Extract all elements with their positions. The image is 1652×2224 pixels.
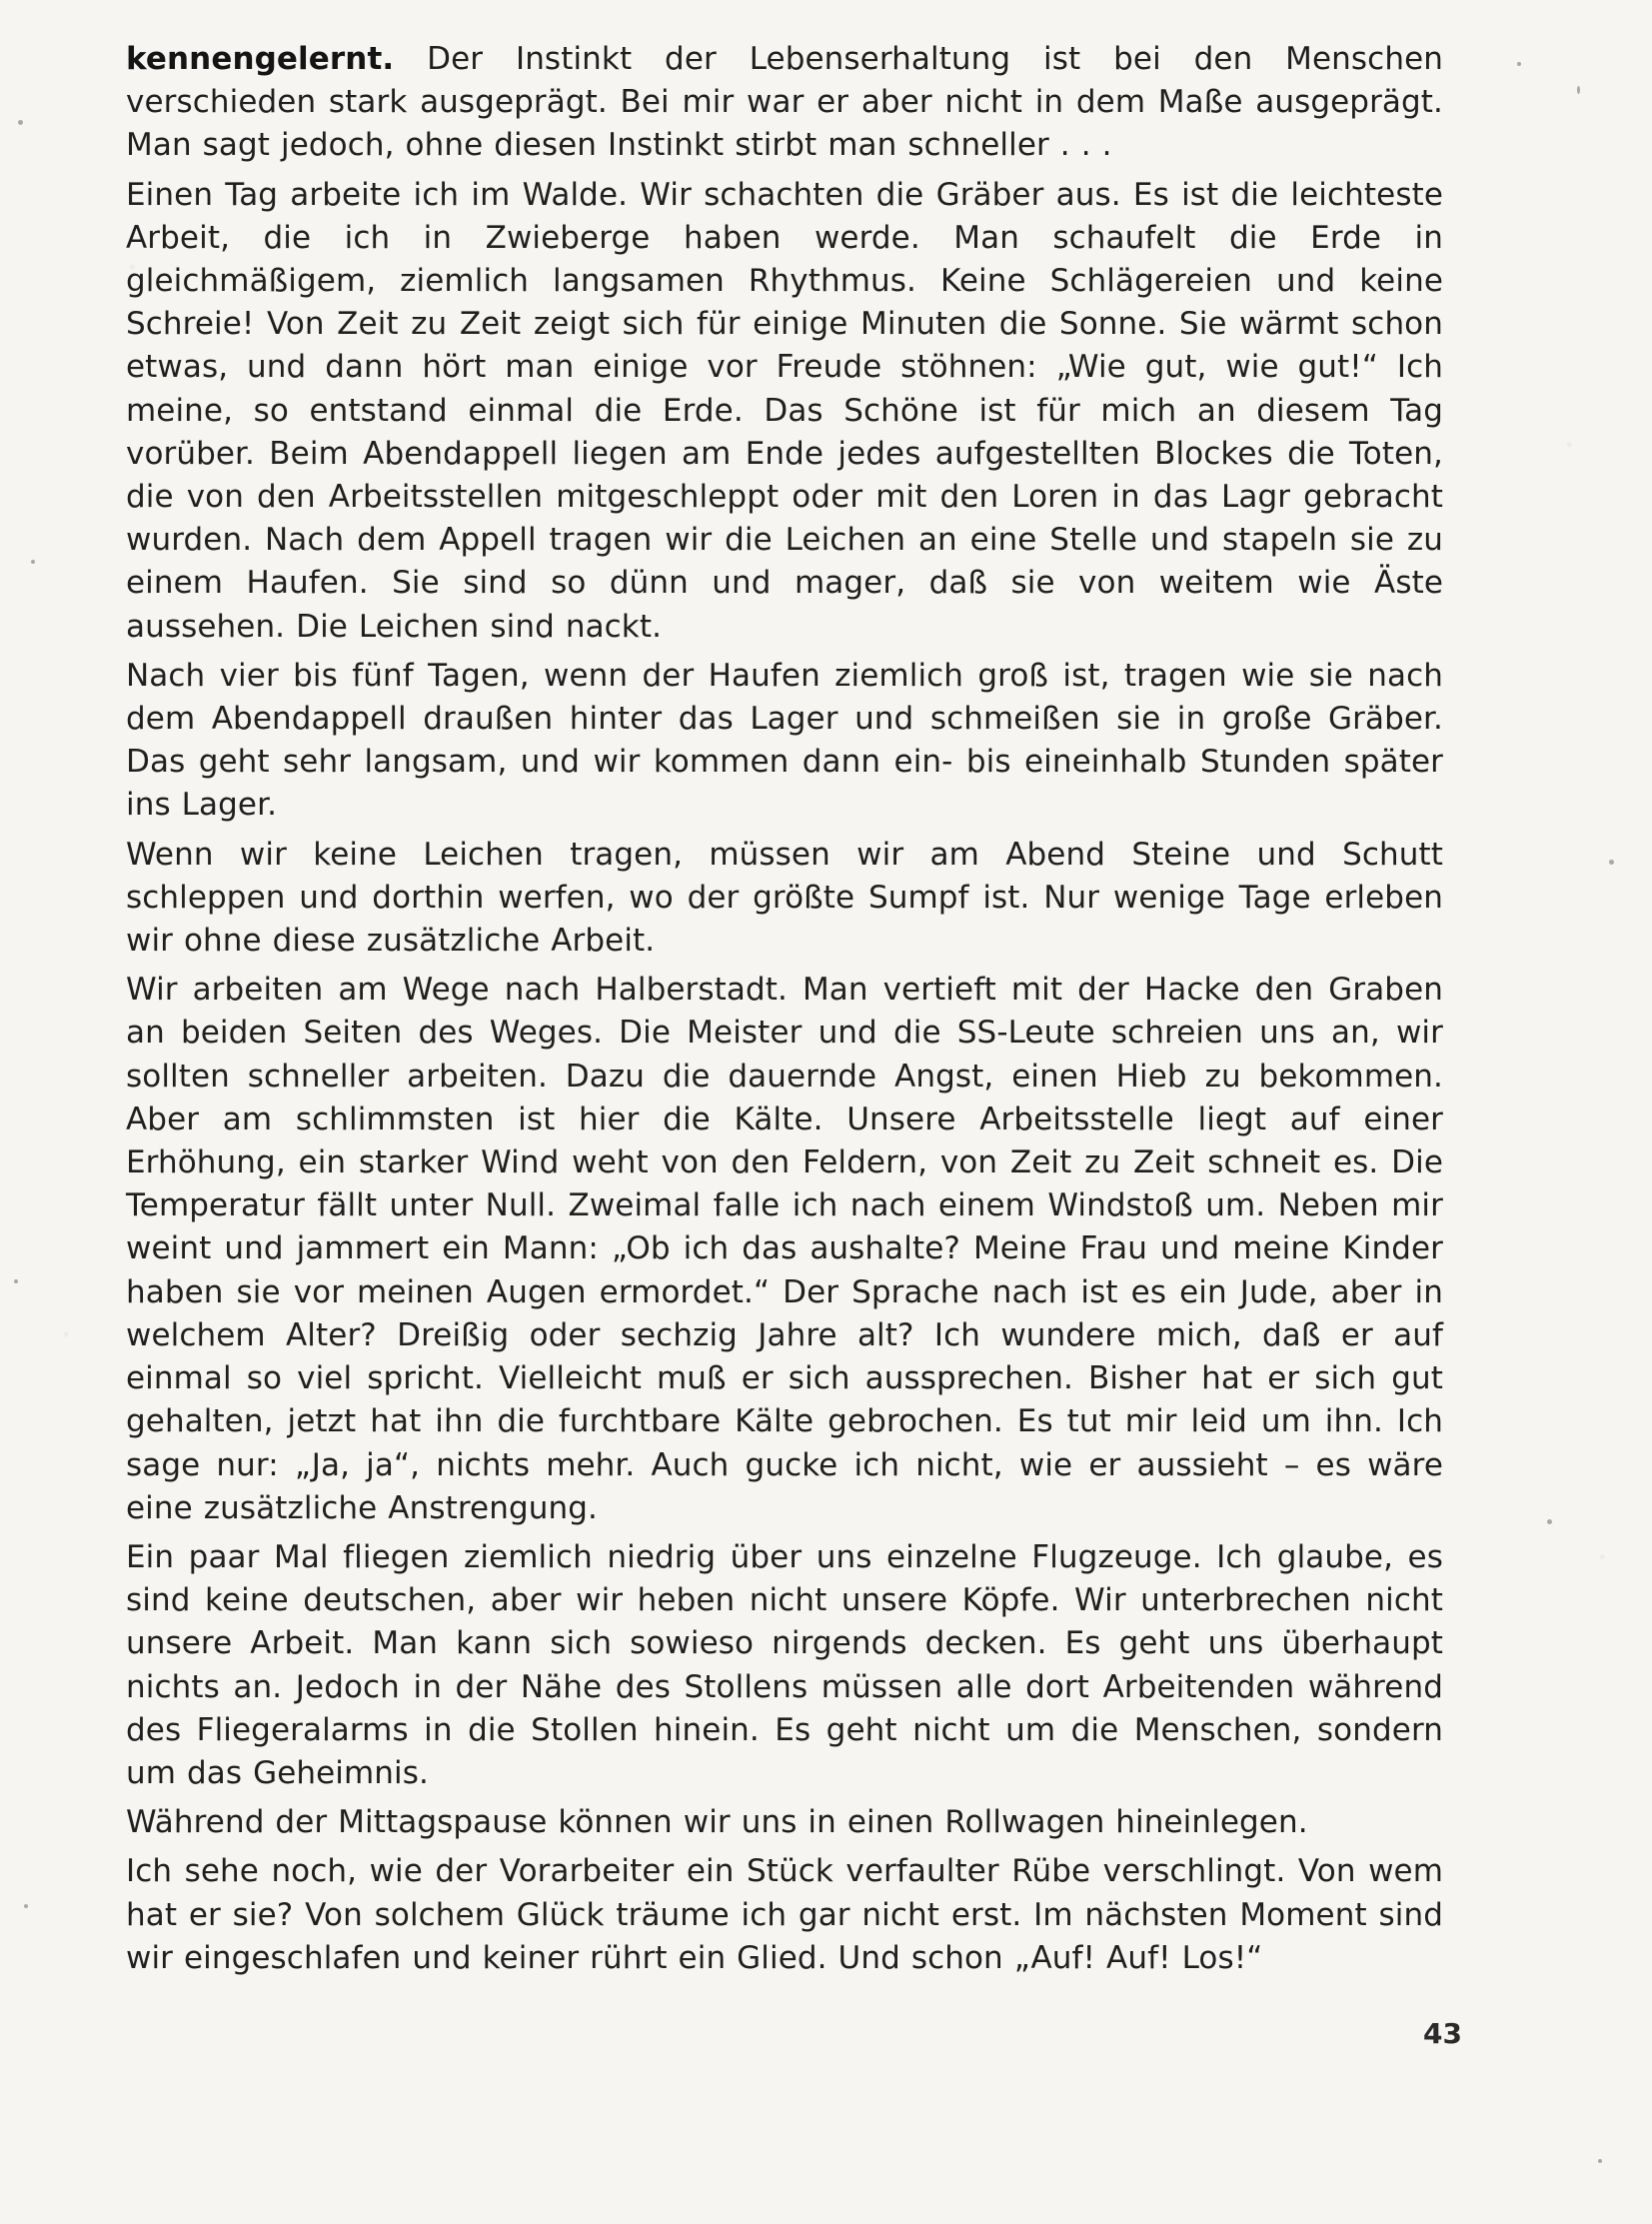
scan-speck: [1598, 2159, 1602, 2163]
page-number: 43: [1423, 2017, 1462, 2050]
paragraph-3: Nach vier bis fünf Tagen, wenn der Haufen ziemlich groß ist, tragen wie sie nach dem Abendappell draußen hinter das Lager und schmeißen sie in große Gräber. Das geht sehr langsam, und wir kommen dann ein- bis eineinhalb Stunden später ins Lager.: [126, 657, 1443, 824]
paragraph-lead: kennengelernt.: [126, 41, 395, 77]
paragraph-8: Ich sehe noch, wie der Vorarbeiter ein Stück verfaulter Rübe verschlingt. Von wem hat er sie? Von solchem Glück träume ich gar nicht erst. Im nächsten Moment sind wir eingeschlafen und keiner rührt ein Glied. Und schon „Auf! Auf! Los!“: [126, 1853, 1443, 1976]
scan-speck: [1547, 1519, 1552, 1524]
scan-speck: [14, 1279, 18, 1283]
scan-speck: [1609, 860, 1614, 865]
paragraph-4: Wenn wir keine Leichen tragen, müssen wir am Abend Steine und Schutt schleppen und dorthin werfen, wo der größte Sumpf ist. Nur wenige Tage erleben wir ohne diese zusätzliche Arbeit.: [126, 836, 1443, 960]
scan-speck: [31, 560, 35, 564]
paragraph-2: Einen Tag arbeite ich im Walde. Wir schachten die Gräber aus. Es ist die leichteste Arbeit, die ich in Zwieberge haben werde. Man schaufelt die Erde in gleichmäßigem, ziemlich langsamen Rhythmus. Keine Schlägereien und keine Schreie! Von Zeit zu Zeit zeigt sich für einige Minuten die Sonne. Sie wärmt schon etwas, und dann hört man einige vor Freude stöhnen: „Wie gut, wie gut!“ Ich meine, so entstand einmal die Erde. Das Schöne ist für mich an diesem Tag vorüber. Beim Abendappell liegen am Ende jedes aufgestellten Blockes die Toten, die von den Arbeitsstellen mitgeschleppt oder mit den Loren in das Lagr gebracht wurden. Nach dem Appell tragen wir die Leichen an eine Stelle und stapeln sie zu einem Haufen. Sie sind so dünn und mager, daß sie von weitem wie Äste aussehen. Die Leichen sind nackt.: [126, 176, 1443, 645]
paragraph-6: Ein paar Mal fliegen ziemlich niedrig über uns einzelne Flugzeuge. Ich glaube, es sind keine deutschen, aber wir heben nicht unsere Köpfe. Wir unterbrechen nicht unsere Arbeit. Man kann sich sowieso nirgends decken. Es geht uns überhaupt nichts an. Jedoch in der Nähe des Stollens müssen alle dort Arbeitenden während des Fliegeralarms in die Stollen hinein. Es geht nicht um die Menschen, sondern um das Geheimnis.: [126, 1538, 1443, 1791]
scan-speck: [1577, 86, 1580, 94]
page-body-text: [126, 38, 1443, 1986]
scan-speck: [1517, 62, 1521, 66]
paragraph-1-text: Der Instinkt der Lebenserhaltung ist bei den Menschen verschieden stark ausgeprägt. Bei mir war er aber nicht in dem Maße ausgeprägt. Man sagt jedoch, ohne diesen Instinkt stirbt man schneller . . .: [126, 41, 1443, 164]
scan-speck: [24, 1904, 28, 1908]
scan-speck: [18, 120, 23, 125]
paragraph-7: Während der Mittagspause können wir uns in einen Rollwagen hineinlegen.: [126, 1804, 1308, 1841]
paragraph-1: [126, 38, 1443, 168]
paragraph-5: Wir arbeiten am Wege nach Halberstadt. Man vertieft mit der Hacke den Graben an beiden Seiten des Weges. Die Meister und die SS-Leute schreien uns an, wir sollten schneller arbeiten. Dazu die dauernde Angst, einen Hieb zu bekommen. Aber am schlimmsten ist hier die Kälte. Unsere Arbeitsstelle liegt auf einer Erhöhung, ein starker Wind weht von den Feldern, von Zeit zu Zeit schneit es. Die Temperatur fällt unter Null. Zweimal falle ich nach einem Windstoß um. Neben mir weint und jammert ein Mann: „Ob ich das aushalte? Meine Frau und meine Kinder haben sie vor meinen Augen ermordet.“ Der Sprache nach ist es ein Jude, aber in welchem Alter? Dreißig oder sechzig Jahre alt? Ich wundere mich, daß er auf einmal so viel spricht. Vielleicht muß er sich aussprechen. Bisher hat er sich gut gehalten, jetzt hat ihn die furchtbare Kälte gebrochen. Es tut mir leid um ihn. Ich sage nur: „Ja, ja“, nichts mehr. Auch gucke ich nicht, wie er aussieht – es wäre eine zusätzliche Anstrengung.: [126, 972, 1443, 1526]
